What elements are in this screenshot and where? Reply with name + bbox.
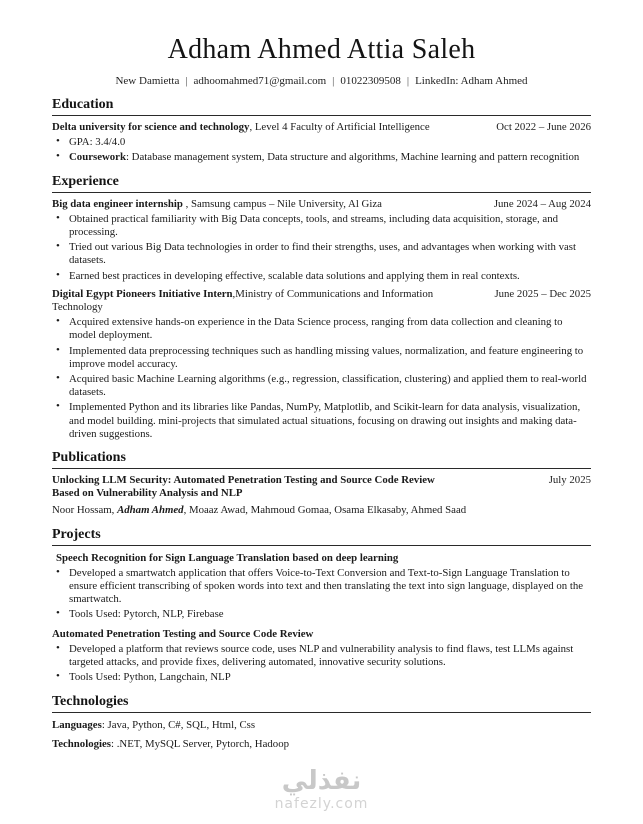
job-bullets (52, 213, 591, 283)
job-entry-main (52, 198, 382, 211)
watermark (0, 767, 643, 812)
school-name: Delta university for science and technology (52, 121, 250, 133)
bullet-item (52, 136, 591, 149)
bullet-item: • Acquired extensive hands-on experience in the Data Science process, ranging from data collection and cleaning to model deployment. (52, 316, 591, 342)
project-bullets (52, 567, 591, 622)
technologies-heading: Technologies (52, 694, 591, 713)
authors-line (52, 504, 591, 517)
job-bullets (52, 316, 591, 441)
gpa-text: GPA: 3.4/4.0 (69, 136, 126, 149)
contact-linkedin: LinkedIn: Adham Ahmed (415, 75, 528, 87)
education-dates: Oct 2022 – June 2026 (496, 121, 591, 133)
job-title: Big data engineer internship (52, 197, 183, 210)
bullet-item: • Developed a smartwatch application that offers Voice-to-Text Conversion and Text-to-Sign Language Translation to ensure efficient transcribing of spoken words into text and then translating the text into sign language, displayed on the smartwatch. (52, 567, 591, 607)
job-dates: June 2024 – Aug 2024 (493, 197, 591, 210)
publication-date: July 2025 (548, 474, 591, 487)
project-title: Speech Recognition for Sign Language Translation based on deep learning (56, 551, 399, 564)
education-entry (52, 121, 591, 134)
stack-label: Technologies (52, 737, 111, 750)
authors-pre: Noor Hossam, (52, 504, 118, 517)
authors-post: , Moaaz Awad, Mahmoud Gomaa, Osama Elkasaby, Ahmed Saad (183, 504, 467, 517)
languages-label: Languages (52, 718, 102, 731)
job-entry (52, 198, 591, 211)
bullet-item: • Earned best practices in developing effective, scalable data solutions and applying them in real contexts. (52, 270, 591, 283)
bullet-item: • Acquired basic Machine Learning algorithms (e.g., regression, classification, clustering) and applied them to real-world datasets. (52, 373, 591, 399)
nafezly-logo-arabic: نفذلي (281, 766, 362, 796)
job-entry (52, 288, 591, 314)
bullet-item: • Implemented Python and its libraries like Pandas, NumPy, Matplotlib, and Scikit-learn for data analysis, visualization, and model building. mini-projects that simulated actual situations, focusing on drawing out insights and making data-driven suggestions. (52, 401, 591, 441)
publications-heading: Publications (52, 450, 591, 469)
contact-location: New Damietta (115, 75, 180, 87)
publication-entry (52, 474, 591, 500)
tech-stack (52, 738, 591, 751)
contact-separator: | (185, 75, 188, 87)
contact-line (52, 74, 591, 88)
author-highlight: Adham Ahmed (117, 504, 184, 517)
experience-heading: Experience (52, 174, 591, 193)
section-experience (52, 174, 591, 441)
education-heading: Education (52, 97, 591, 116)
languages-list: : Java, Python, C#, SQL, Html, Css (101, 718, 256, 731)
tech-languages (52, 719, 591, 732)
bullet-item: • Obtained practical familiarity with Big Data concepts, tools, and streams, including data acquisition, storage, and processing. (52, 213, 591, 239)
section-technologies (52, 694, 591, 751)
bullet-item: • Tried out various Big Data technologies in order to find their strengths, uses, and advantages when working with vast datasets. (52, 241, 591, 267)
project-bullets (52, 643, 591, 685)
education-bullets (52, 136, 591, 164)
section-education (52, 97, 591, 165)
bullet-item: • Tools Used: Python, Langchain, NLP (52, 671, 591, 684)
section-projects (52, 527, 591, 685)
job-dates: June 2025 – Dec 2025 (494, 287, 591, 300)
projects-heading: Projects (52, 527, 591, 546)
contact-email: adhoomahmed71@gmail.com (193, 75, 327, 87)
job-title: Digital Egypt Pioneers Initiative Intern (52, 287, 233, 300)
education-entry-main (52, 121, 430, 134)
project-title: Automated Penetration Testing and Source Code Review (52, 627, 314, 640)
contact-phone: 01022309508 (340, 75, 401, 87)
school-subtitle: , Level 4 Faculty of Artificial Intelligence (249, 121, 430, 133)
nafezly-domain: nafezly.com (274, 796, 369, 812)
bullet-item: • Tools Used: Pytorch, NLP, Firebase (52, 608, 591, 621)
coursework-label: Coursework (69, 151, 126, 164)
stack-list: : .NET, MySQL Server, Pytorch, Hadoop (111, 737, 289, 750)
publication-title: Unlocking LLM Security: Automated Penetration Testing and Source Code Review Based on Vulnerability Analysis and NLP (52, 474, 435, 500)
contact-separator: | (332, 75, 335, 87)
coursework-text: : Database management system, Data structure and algorithms, Machine learning and pattern recognition (125, 151, 580, 164)
bullet-item: • Developed a platform that reviews source code, uses NLP and vulnerability analysis to find flaws, test LLMs against targeted attacks, and provide fixes, delivering automated, innovative security solutions. (52, 643, 591, 669)
section-publications (52, 450, 591, 518)
bullet-item: • Implemented data preprocessing techniques such as handling missing values, normalization, and feature engineering to improve model accuracy. (52, 345, 591, 371)
job-subtitle: , Samsung campus – Nile University, Al Giza (182, 197, 382, 210)
contact-separator: | (406, 75, 410, 87)
resume-name: Adham Ahmed Attia Saleh (167, 34, 476, 65)
job-subtitle: ,Ministry of Communications and Information Technology (52, 287, 434, 314)
bullet-item (52, 151, 591, 164)
job-entry-main (52, 288, 464, 314)
